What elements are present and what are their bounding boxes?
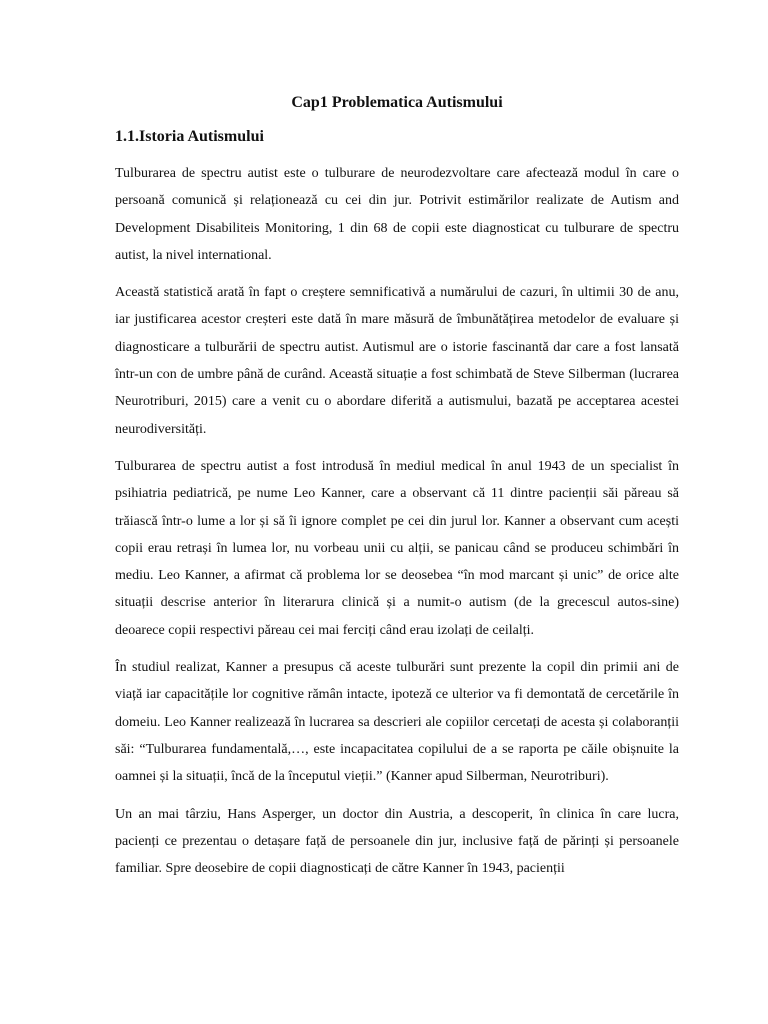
section-title: 1.1.Istoria Autismului (115, 128, 264, 145)
paragraph-5: Un an mai târziu, Hans Asperger, un doctor din Austria, a descoperit, în clinica în care lucra, pacienți ce prezentau o detașare față de persoanele din jur, inclusive față de părinți și persoanele familiar. Spre deosebire de copii diagnosticați de către Kanner în 1943, pacienții (115, 806, 679, 877)
paragraph-4: În studiul realizat, Kanner a presupus că aceste tulburări sunt prezente la copil din primii ani de viață iar capacitățile lor cognitive rămân intacte, ipoteză ce ulterior va fi demontată de cercetările în domeiu. Leo Kanner realizează în lucrarea sa descrieri ale copiilor cercetați de acesta și colaboranții săi: “Tulburarea fundamentală,…, este incapacitatea copilului de a se raporta pe căile obișnuite la oamnei și la situații, încă de la începutul vieții.” (Kanner apud Silberman, Neurotriburi). (115, 660, 679, 785)
chapter-title: Cap1 Problematica Autismului (291, 94, 503, 111)
paragraph-1: Tulburarea de spectru autist este o tulburare de neurodezvoltare care afectează modul în care o persoană comunică și relaționează cu cei din jur. Potrivit estimărilor realizate de Autism and Development Disabiliteis Monitoring, 1 din 68 de copii este diagnosticat cu tulburare de spectru autist, la nivel international. (115, 166, 679, 263)
paragraph-2: Această statistică arată în fapt o creștere semnificativă a numărului de cazuri, în ultimii 30 de anu, iar justificarea acestor creșteri este dată în mare măsură de îmbunătățirea metodelor de evaluare și diagnosticare a tulburării de spectru autist. Autismul are o istorie fascinantă dar care a fost lansată într-un con de umbre până de curând. Această situație a fost schimbată de Steve Silberman (lucrarea Neurotriburi, 2015) care a venit cu o abordare diferită a autismului, bazată pe acceptarea acestei neurodiversități. (115, 285, 679, 437)
paragraph-3: Tulburarea de spectru autist a fost introdusă în mediul medical în anul 1943 de un specialist în psihiatria pediatrică, pe nume Leo Kanner, care a observant că 11 dintre pacienții săi păreau să trăiască într-o lume a lor și să îi ignore complet pe cei din jurul lor. Kanner a observant cum acești copii erau retrași în lumea lor, nu vorbeau unii cu alții, se panicau când se produceu schimbări în mediu. Leo Kanner, a afirmat că problema lor se deosebea “în mod marcant și unic” de orice alte situații descrise anterior în literarura clinică și a numit-o autism (de la grecescul autos-sine) deoarece copii respectivi păreau cei mai ferciți când erau izolați de ceilalți. (115, 458, 679, 638)
